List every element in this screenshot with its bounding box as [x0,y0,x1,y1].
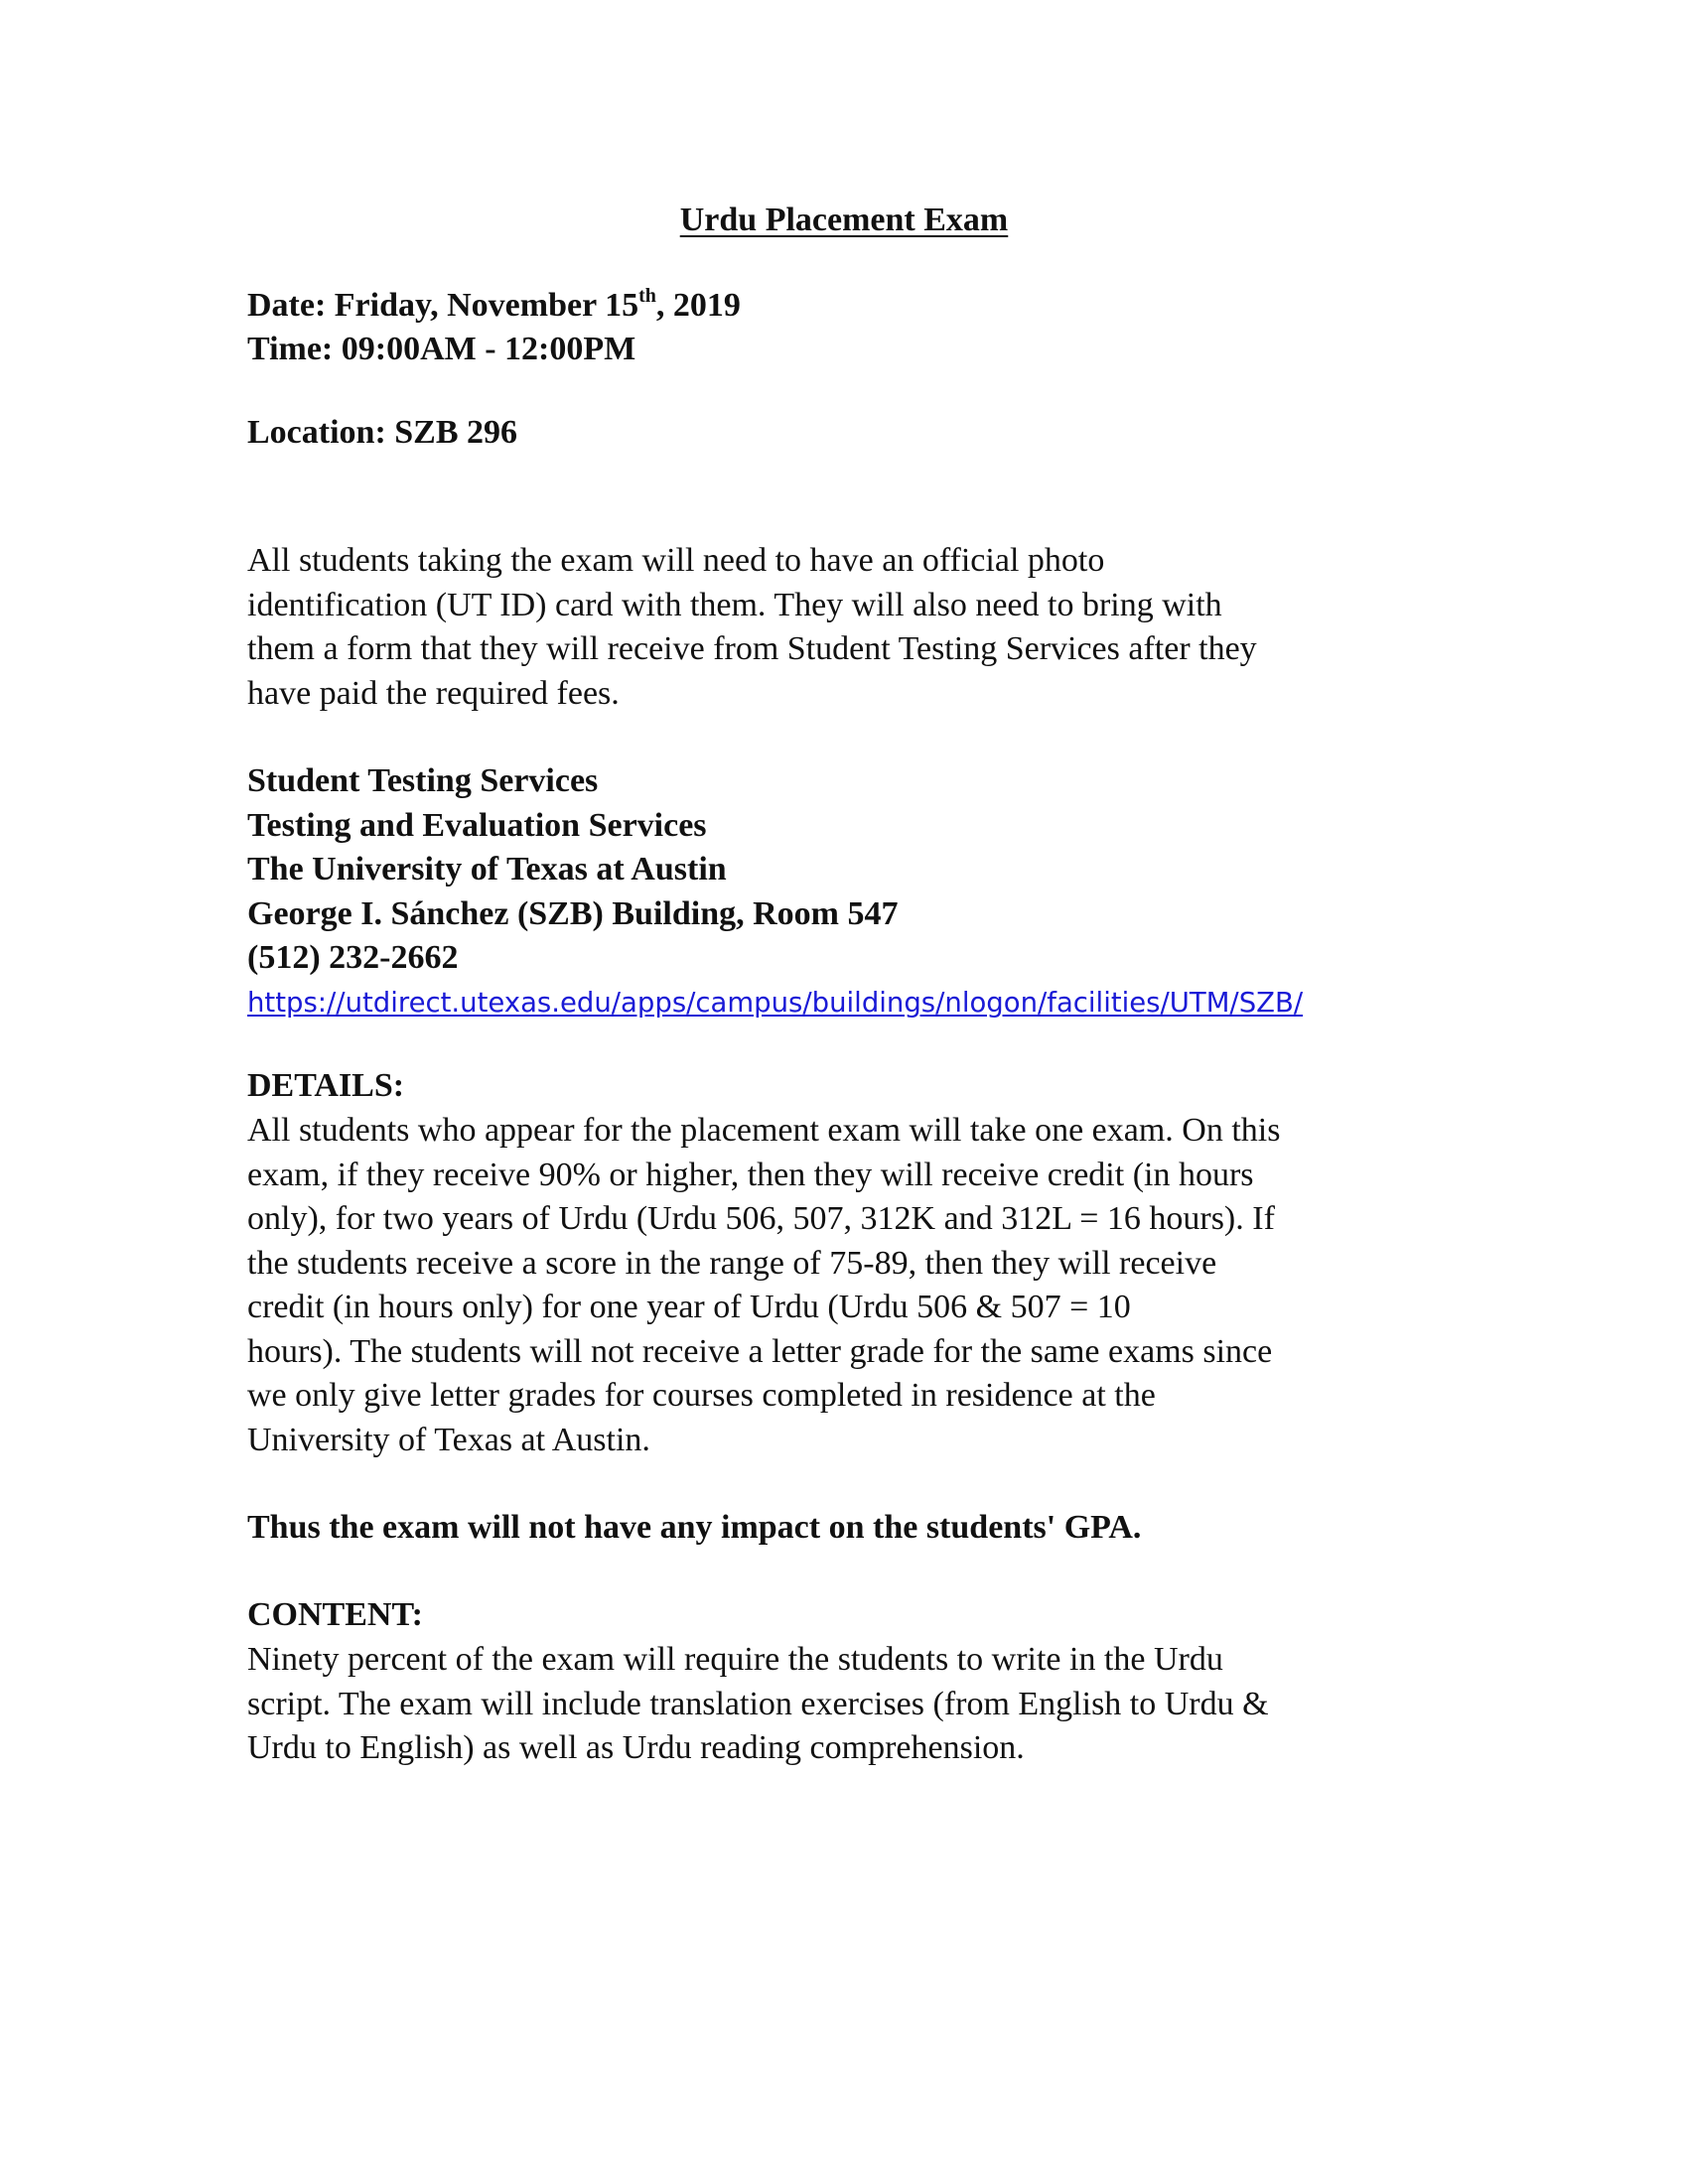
exam-date [247,284,741,329]
exam-location: Location: SZB 296 [247,414,518,451]
exam-date-label: Date: Friday, November 15 [247,287,639,324]
intro-line: All students taking the exam will need to have an official photo [247,542,1105,579]
details-line: University of Texas at Austin. [247,1421,650,1458]
details-line: hours). The students will not receive a letter grade for the same exams since [247,1332,1273,1370]
contact-building: George I. Sánchez (SZB) Building, Room 547 [247,894,899,932]
content-line: Urdu to English) as well as Urdu reading comprehension. [247,1729,1025,1766]
exam-date-suffix: th [638,284,656,307]
contact-department: Testing and Evaluation Services [247,806,707,844]
details-line: only), for two years of Urdu (Urdu 506, 507, 312K and 312L = 16 hours). If [247,1200,1275,1237]
contact-university: The University of Texas at Austin [247,851,727,887]
intro-line: have paid the required fees. [247,674,620,712]
contact-phone: (512) 232-2662 [247,939,459,976]
exam-time: Time: 09:00AM - 12:00PM [247,331,636,367]
intro-paragraph [247,539,1257,716]
details-line: All students who appear for the placement exam will take one exam. On this [247,1112,1281,1149]
page-title: Urdu Placement Exam [679,202,1009,238]
intro-line: them a form that they will receive from Student Testing Services after they [247,630,1257,667]
content-paragraph [247,1638,1269,1771]
details-line: exam, if they receive 90% or higher, then they will receive credit (in hours [247,1156,1254,1193]
gpa-note: Thus the exam will not have any impact on the students' GPA. [247,1509,1142,1546]
content-line: Ninety percent of the exam will require the students to write in the Urdu [247,1641,1223,1678]
contact-office: Student Testing Services [247,762,599,799]
details-line: we only give letter grades for courses completed in residence at the [247,1377,1156,1414]
details-heading: DETAILS: [247,1067,405,1104]
contact-block [247,759,898,981]
details-paragraph [247,1109,1280,1462]
facility-link[interactable]: https://utdirect.utexas.edu/apps/campus/buildings/nlogon/facilities/UTM/SZB/ [247,987,1304,1019]
details-line: the students receive a score in the range of 75-89, then they will receive [247,1244,1217,1282]
exam-date-year: , 2019 [655,287,741,324]
intro-line: identification (UT ID) card with them. They will also need to bring with [247,586,1222,623]
content-line: script. The exam will include translation exercises (from English to Urdu & [247,1685,1269,1722]
content-heading: CONTENT: [247,1596,423,1633]
details-line: credit (in hours only) for one year of Urdu (Urdu 506 & 507 = 10 [247,1289,1131,1325]
